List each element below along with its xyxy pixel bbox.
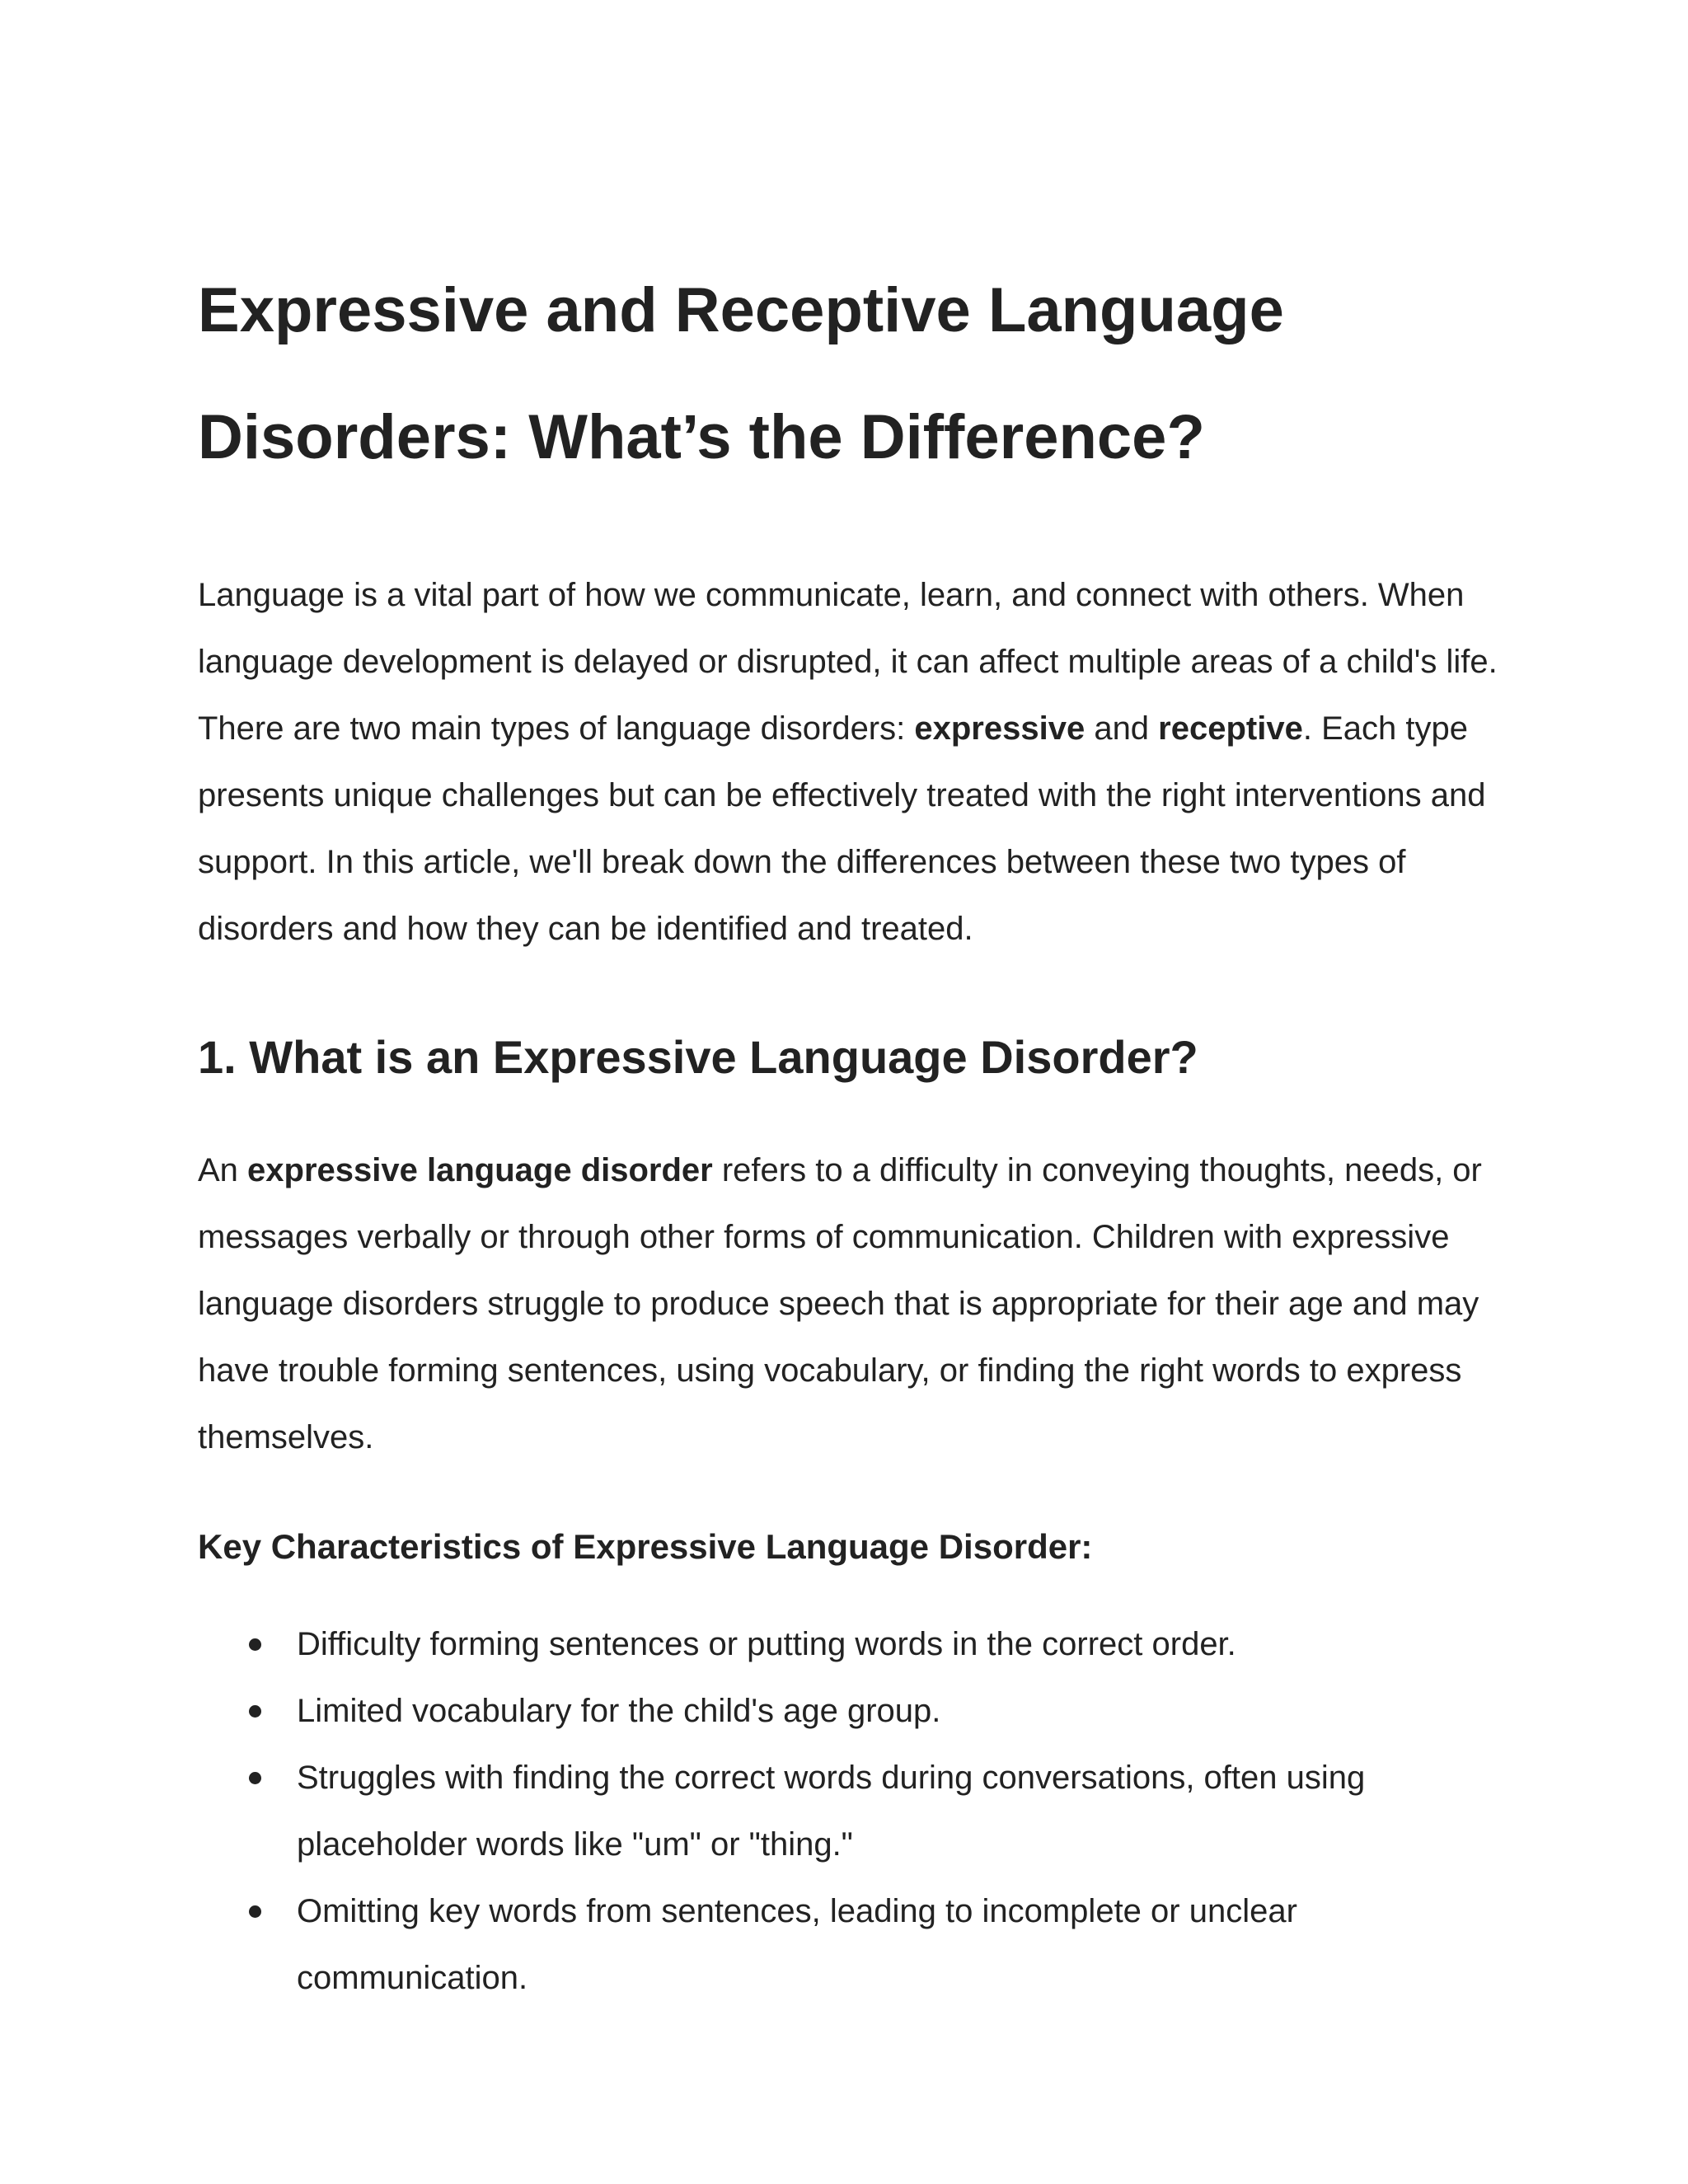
list-item-text: Struggles with finding the correct words during conversations, often using placeholder words like "um" or "thing." xyxy=(297,1760,1366,1863)
section-text-rest: refers to a difficulty in conveying thoughts, needs, or messages verbally or through other forms of communication. Children with expressive language disorders struggle to produce speech that is appropriate for their age and may have trouble forming sentences, using vocabulary, or finding the right words to express themselves. xyxy=(198,1152,1482,1455)
intro-text-2: and xyxy=(1085,710,1159,747)
section-heading: 1. What is an Expressive Language Disorder? xyxy=(198,1031,1198,1083)
bullet-icon xyxy=(249,1905,261,1918)
list-item xyxy=(198,1611,1508,1678)
section-paragraph xyxy=(198,1137,1508,1471)
document-page xyxy=(198,247,1508,2012)
page-title-line-2: Disorders: What’s the Difference? xyxy=(198,402,1205,472)
list-item xyxy=(198,1745,1508,1878)
page-title xyxy=(198,247,1508,501)
characteristics-list xyxy=(198,1611,1508,2012)
intro-bold-receptive: receptive xyxy=(1158,710,1303,747)
list-item-text: Difficulty forming sentences or putting words in the correct order. xyxy=(297,1626,1236,1662)
intro-text-3: . Each type presents unique challenges but can be effectively treated with the right interventions and support. In this article, we'll break down the differences between these two types of disorders and how they can be identified and treated. xyxy=(198,710,1486,947)
subsection-heading: Key Characteristics of Expressive Language Disorder: xyxy=(198,1527,1093,1566)
list-item-text: Omitting key words from sentences, leading to incomplete or unclear communication. xyxy=(297,1893,1297,1996)
intro-paragraph xyxy=(198,562,1508,963)
list-item xyxy=(198,1678,1508,1745)
page-title-line-1: Expressive and Receptive Language xyxy=(198,275,1284,345)
bullet-icon xyxy=(249,1638,261,1651)
section-text-prefix: An xyxy=(198,1152,248,1188)
intro-text-1: Language is a vital part of how we communicate, learn, and connect with others. When language development is delayed or disrupted, it can affect multiple areas of a child's life. There are two main types of language disorders: xyxy=(198,577,1498,747)
bullet-icon xyxy=(249,1705,261,1718)
section-bold-term: expressive language disorder xyxy=(247,1152,713,1188)
list-item xyxy=(198,1878,1508,2012)
list-item-text: Limited vocabulary for the child's age group. xyxy=(297,1693,941,1729)
intro-bold-expressive: expressive xyxy=(914,710,1085,747)
bullet-icon xyxy=(249,1772,261,1784)
